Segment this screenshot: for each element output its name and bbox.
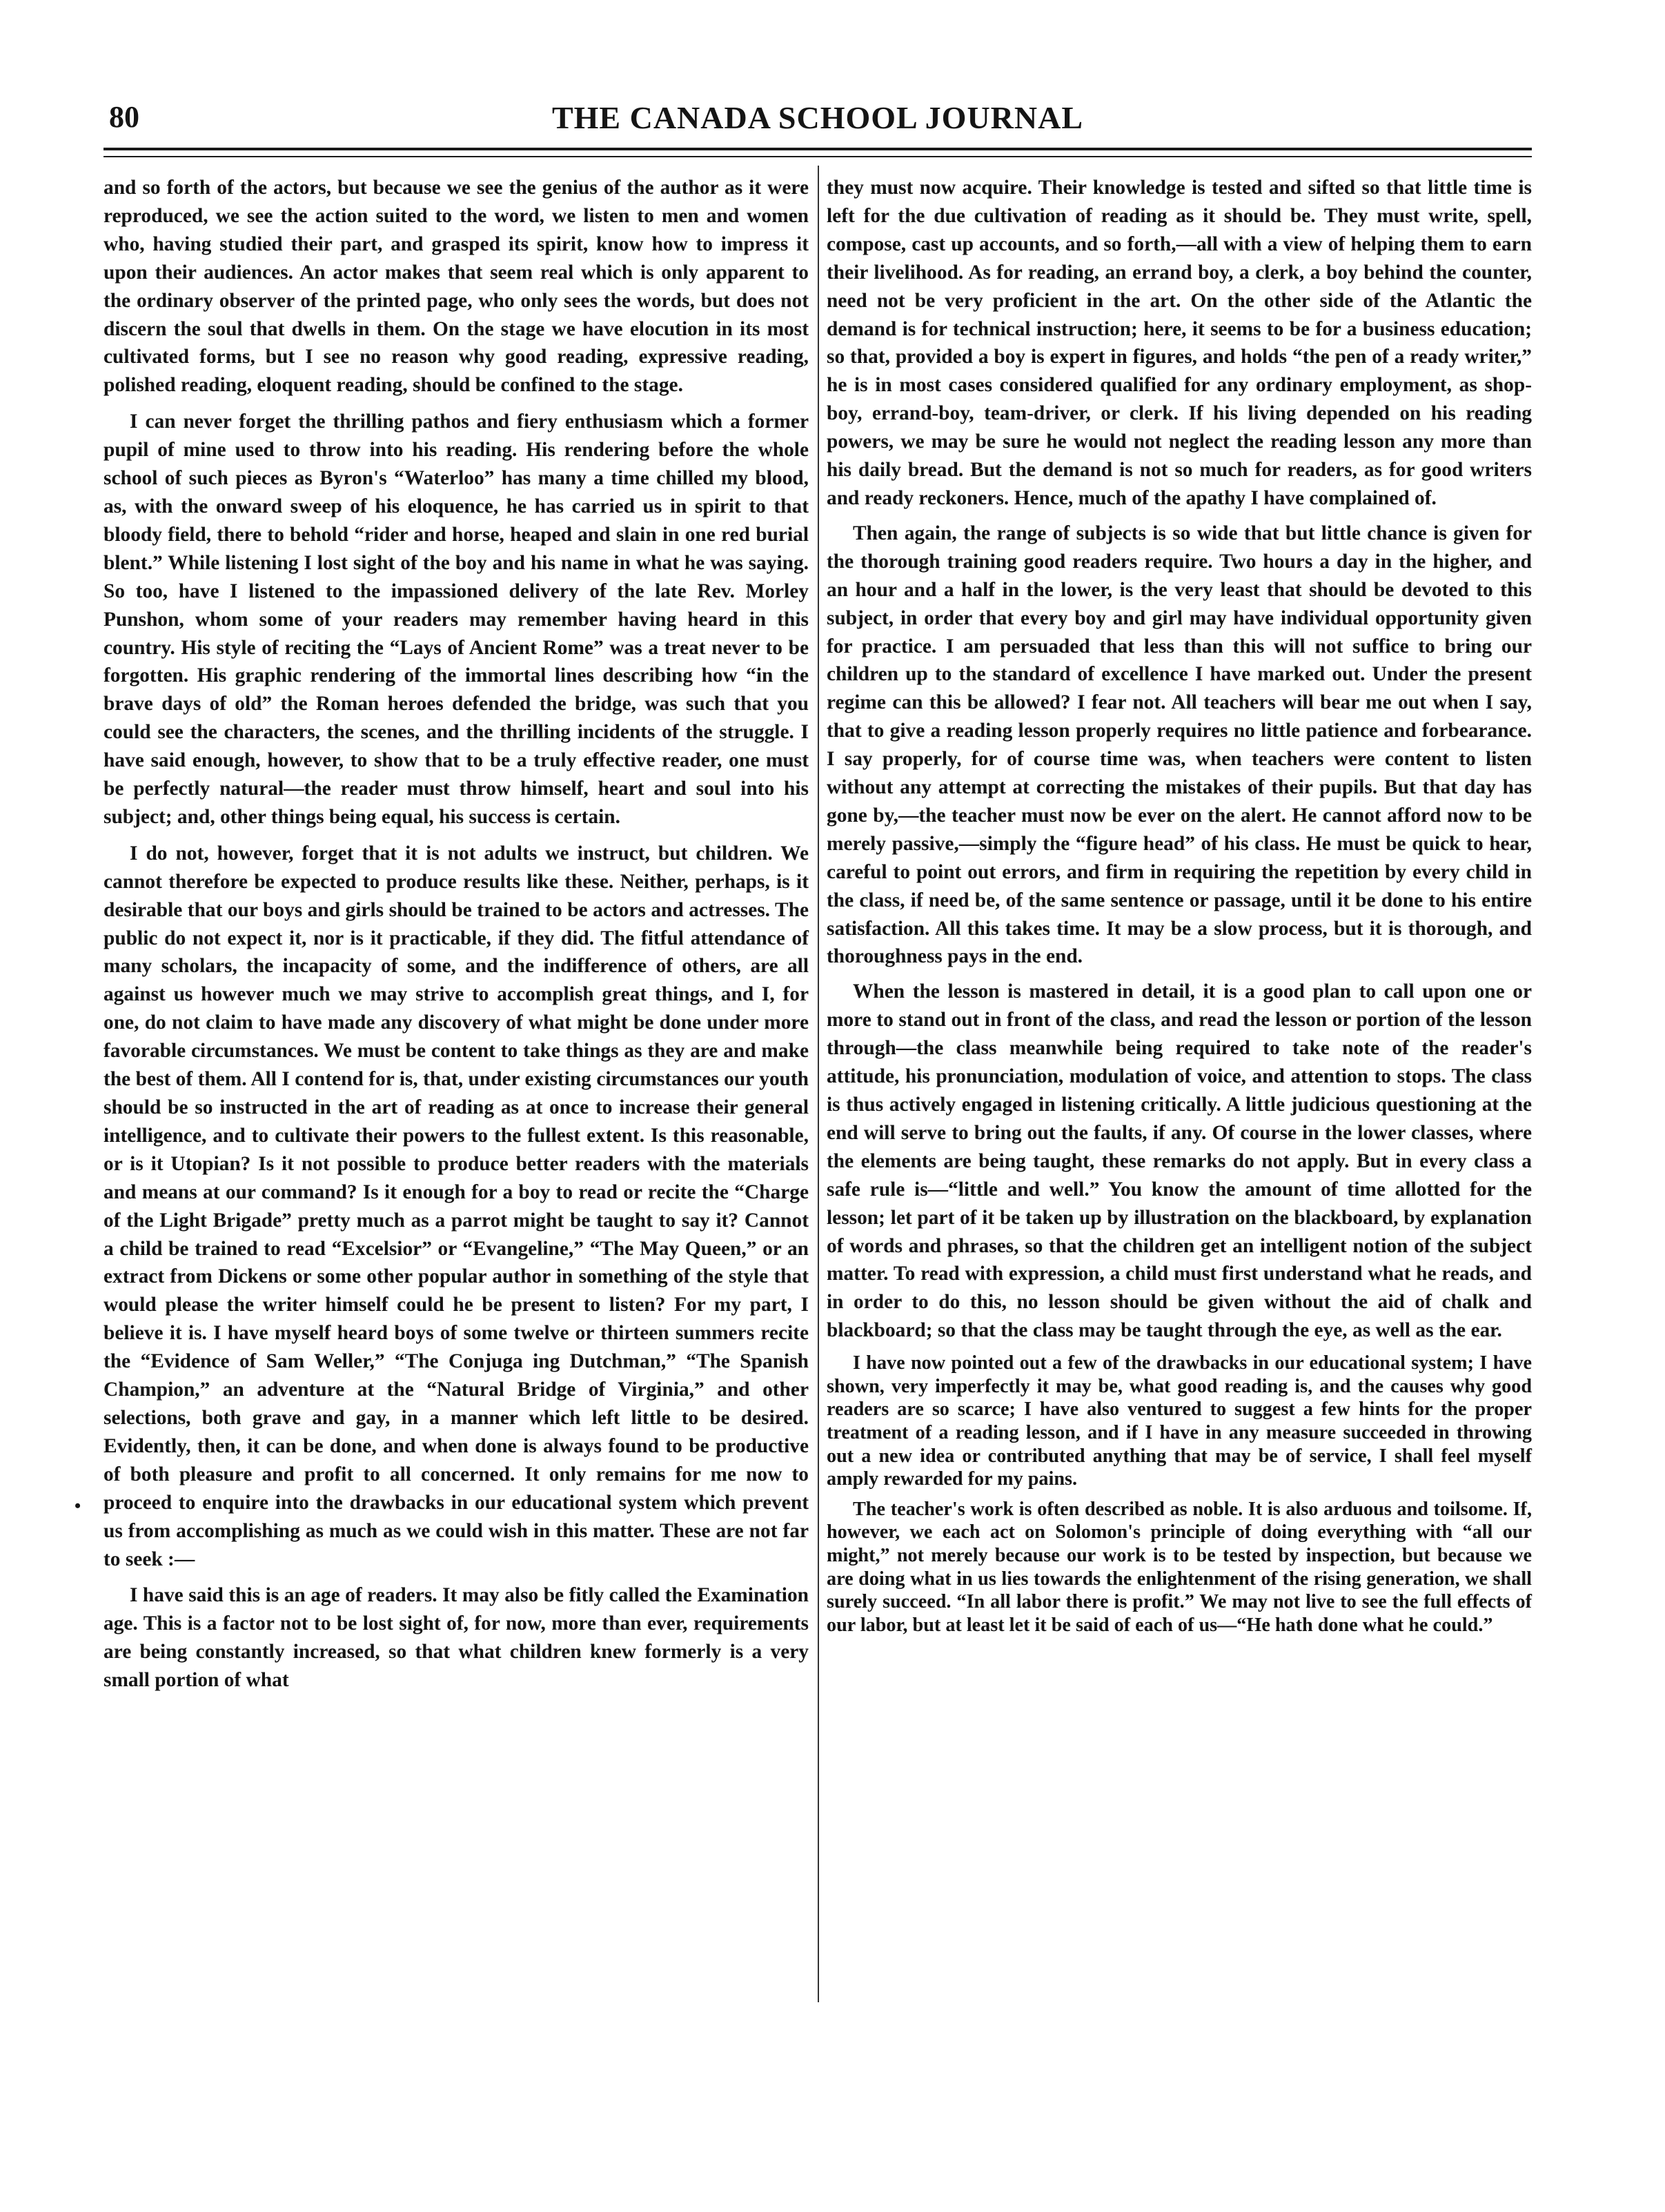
paragraph: they must now acquire. Their knowledge is tested and sifted so that little time is left for the due cultivation of reading as it should be. They must write, spell, compose, cast up accounts, and so forth,—all with a view of helping them to earn their livelihood. As for reading, an errand boy, a clerk, a boy behind the counter, need not be very proficient in the art. On the other side of the Atlantic the demand is for technical instruction; here, it seems to be for a business education; so that, provided a boy is expert in figures, and holds “the pen of a ready writer,” he is in most cases considered qualified for any ordinary employment, as shop-boy, errand-boy, team-driver, or clerk. If his living depended on his reading powers, we may be sure he would not neglect the reading lesson any more than his daily bread. But the demand is not so much for readers, as for good writers and ready reckoners. Hence, much of the apathy I have complained of.	[827, 177, 1532, 509]
paragraph: and so forth of the actors, but because we see the genius of the author as it were reproduced, we see the action suited to the word, we listen to men and women who, having studied their part, and grasped its spirit, know how to impress it upon their audiences. An actor makes that seem real which is only apparent to the ordinary observer of the printed page, who only sees the words, but does not discern the soul that dwells in them. On the stage we have elocution in its most cultivated forms, but I see no reason why good reading, expressive reading, polished reading, eloquent reading, should be confined to the stage.	[104, 177, 809, 397]
page-header	[104, 97, 1532, 145]
right-column	[827, 174, 1532, 1637]
margin-mark: •	[75, 1496, 81, 1516]
paragraph: The teacher's work is often described as noble. It is also arduous and toilsome. If, however, we each act on Solomon's principle of doing everything with “all our might,” not merely because our work is to be tested by inspection, but because we are doing what in us lies towards the enlightenment of the rising generation, we shall surely succeed. “In all labor there is profit.” We may not live to see the full effects of our labor, but at least let it be said of each of us—“He hath done what he could.”	[827, 1498, 1532, 1636]
header-rule-thick	[104, 148, 1532, 150]
paragraph: I have now pointed out a few of the drawbacks in our educational system; I have shown, very imperfectly it may be, what good reading is, and the causes why good readers are so scarce; I have also ventured to suggest a few hints for the proper treatment of a reading lesson, and if I have in any measure succeeded in throwing out a new idea or contributed anything that may be of service, I shall feel myself amply rewarded for my pains.	[827, 1352, 1532, 1490]
paragraph: When the lesson is mastered in detail, it is a good plan to call upon one or more to stand out in front of the class, and read the lesson or portion of the lesson through—the class meanwhile being required to take note of the reader's attitude, his pronunciation, modulation of voice, and attention to stops. The class is thus actively engaged in listening critically. A little judicious questioning at the end will serve to bring out the faults, if any. Of course in the lower classes, where the elements are being taught, these remarks do not apply. But in every class a safe rule is—“little and well.” You know the amount of time allotted for the lesson; let part of it be taken up by illustration on the blackboard, by explanation of words and phrases, so that the children get an intelligent notion of the subject matter. To read with expression, a child must first understand what he reads, and in order to do this, no lesson should be given without the aid of chalk and blackboard; so that the class may be taught through the eye, as well as the ear.	[827, 980, 1532, 1342]
column-divider	[818, 166, 819, 2002]
paragraph: I can never forget the thrilling pathos and fiery enthusiasm which a former pupil of mine used to throw into his reading. His rendering before the whole school of such pieces as Byron's “Waterloo” has many a time chilled my blood, as, with the onward sweep of his eloquence, he has carried us in spirit to that bloody field, there to behold “rider and horse, heaped and slain in one red burial blent.” While listening I lost sight of the boy and his name in what he was saying. So too, have I listened to the impassioned delivery of the late Rev. Morley Punshon, whom some of your readers may remember having heard in this country. His style of reciting the “Lays of Ancient Rome” was a treat never to be forgotten. His graphic rendering of the immortal lines describing how “in the brave days of old” the Roman heroes defended the bridge, was such that you could see the characters, the scenes, and the thrilling incidents of the struggle. I have said enough, however, to show that to be a truly effective reader, one must be perfectly natural—the reader must throw himself, heart and soul into his subject; and, other things being equal, his success is certain.	[104, 411, 809, 828]
paragraph: Then again, the range of subjects is so wide that but little chance is given for the thorough training good readers require. Two hours a day in the higher, and an hour and a half in the lower, is the very least that should be devoted to this subject, in order that every boy and girl may have individual opportunity given for practice. I am persuaded that less than this will not suffice to bring our children up to the standard of excellence I have marked out. Under the present regime can this be allowed? I fear not. All teachers will bear me out when I say, that to give a reading lesson properly requires no little patience and forbearance. I say properly, for of course time was, when teachers were content to listen without any attempt at correcting the mistakes of their pupils. But that day has gone by,—the teacher must now be ever on the alert. He cannot afford now to be merely passive,—simply the “figure head” of his class. He must be quick to hear, careful to point out errors, and firm in requiring the repetition by every child in the class, if need be, of the same sentence or passage, until it be done to his entire satisfaction. All this takes time. It may be a slow process, but it is thorough, and thoroughness pays in the end.	[827, 522, 1532, 968]
header-rule-thin	[104, 156, 1532, 157]
paragraph: I do not, however, forget that it is not adults we instruct, but children. We cannot therefore be expected to produce results like these. Neither, perhaps, is it desirable that our boys and girls should be trained to be actors and actresses. The public do not expect it, nor is it practicable, if they did. The fitful attendance of many scholars, the incapacity of some, and the indifference of others, are all against us however much we may strive to accomplish great things, and I, for one, do not claim to have made any discovery of what might be done under more favorable circumstances. We must be content to take things as they are and make the best of them. All I contend for is, that, under existing circumstances our youth should be so instructed in the art of reading as at once to increase their general intelligence, and to cultivate their powers to the fullest extent. Is this reasonable, or is it Utopian? Is it not possible to produce better readers with the materials and means at our command? Is it enough for a boy to read or recite the “Charge of the Light Brigade” pretty much as a parrot might be taught to say it? Cannot a child be trained to read “Excelsior” or “Evangeline,” “The May Queen,” or an extract from Dickens or some other popular author in something of the style that would please the writer himself could he be present to listen? For my part, I believe it is. I have myself heard boys of some twelve or thirteen summers recite the “Evidence of Sam Weller,” “The Conjuga ing Dutchman,” “The Spanish Champion,” an adventure at the “Natural Bridge of Virginia,” and other selections, both grave and gay, in a manner which left little to be desired. Evidently, then, it can be done, and when done is always found to be productive of both pleasure and profit to all concerned. It only remains for me now to proceed to enquire into the drawbacks in our educational system which prevent us from accomplishing as much as we could wish in this matter. These are not far to seek :—	[104, 842, 809, 1570]
journal-title: THE CANADA SCHOOL JOURNAL	[551, 100, 1084, 135]
paragraph: I have said this is an age of readers. It may also be fitly called the Examination age. This is a factor not to be lost sight of, for now, more than ever, requirements are being constantly increased, so that what children knew formerly is a very small portion of what	[104, 1584, 809, 1692]
left-column	[104, 174, 809, 1695]
page-number: 80	[109, 100, 139, 134]
